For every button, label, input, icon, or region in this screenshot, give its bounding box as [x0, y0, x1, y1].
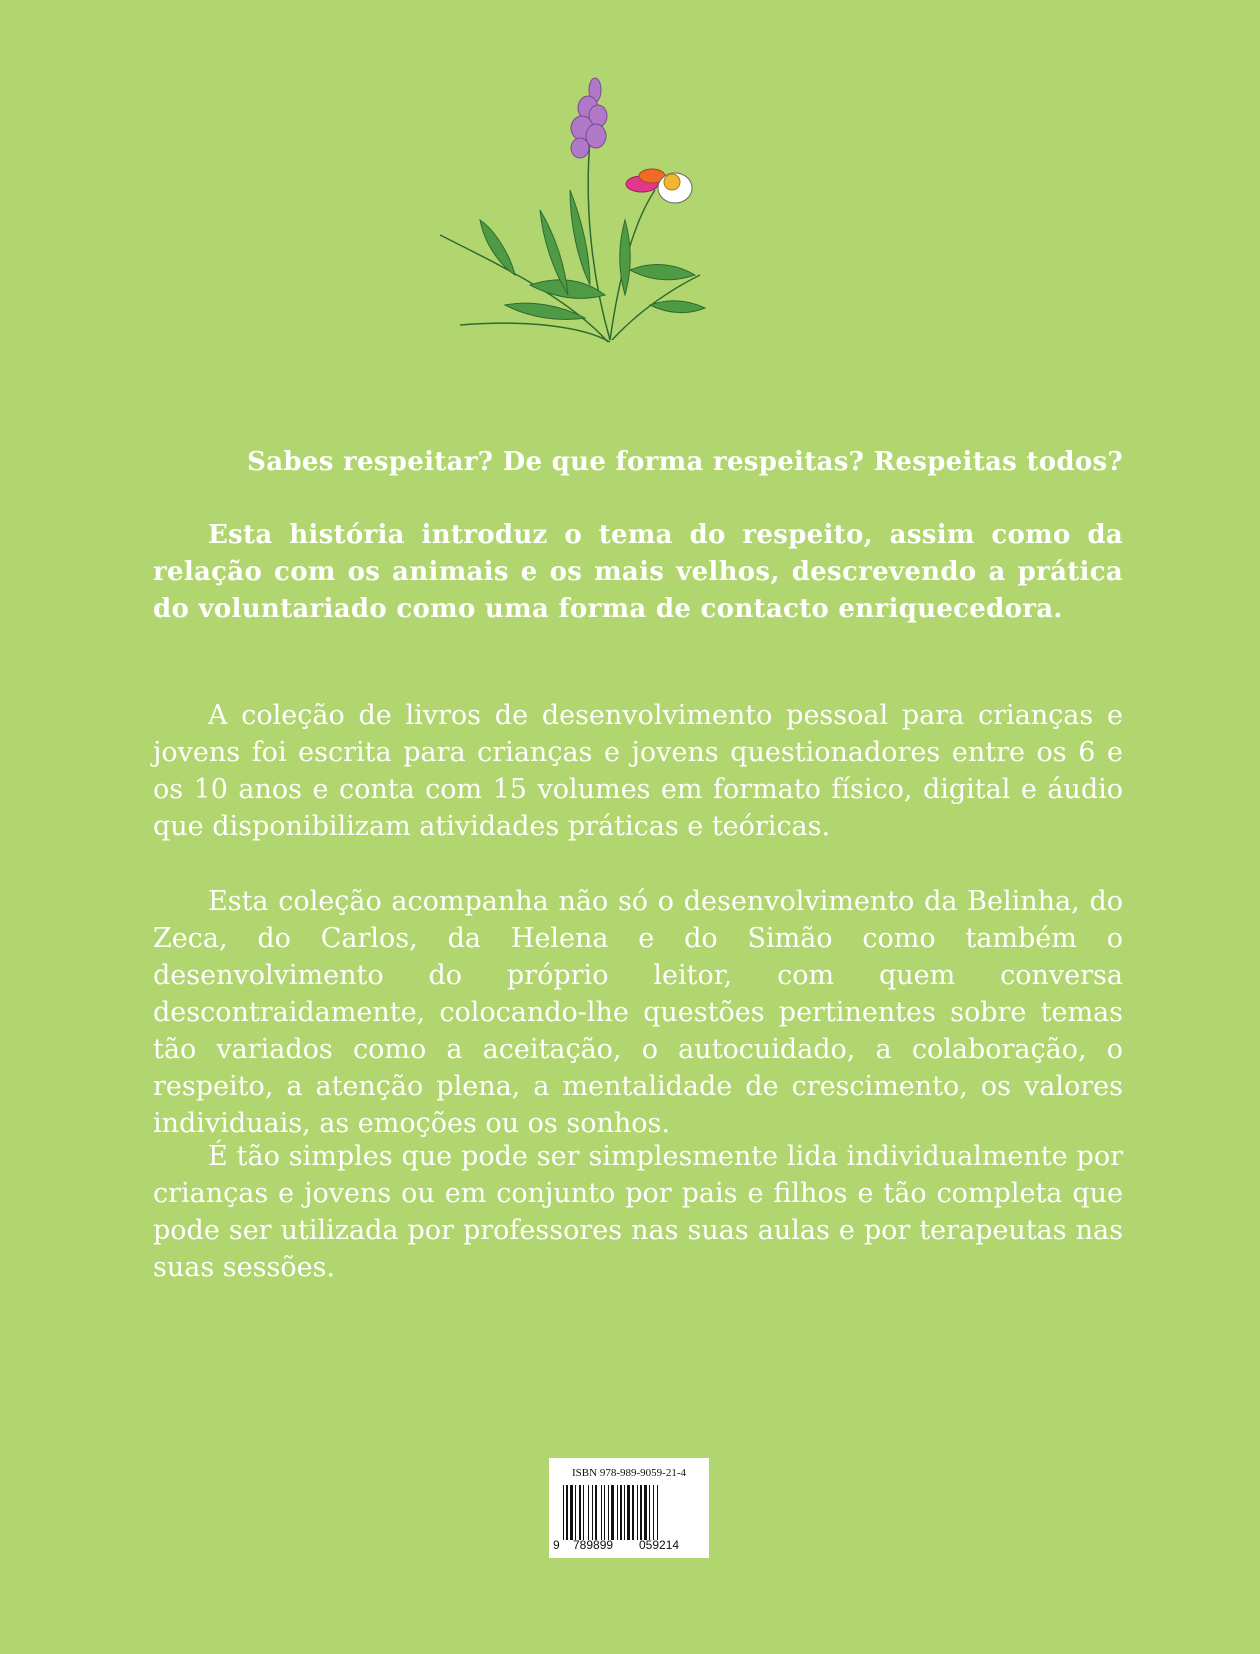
- barcode-bar: [592, 1485, 593, 1540]
- barcode-bar: [566, 1485, 568, 1540]
- barcode-bar: [632, 1485, 634, 1540]
- body-paragraph: [153, 883, 1123, 1142]
- isbn-label: ISBN 978-989-9059-21-4: [572, 1467, 686, 1479]
- paragraph-text: A coleção de livros de desenvolvimento pessoal para crianças e jovens foi escrita para crianças e jovens questionadores entre os 6 e os 10 anos e conta com 15 volumes em formato físico, digital e áudio que disponibilizam atividades práticas e teóricas.: [153, 700, 1123, 842]
- barcode-bar: [611, 1485, 614, 1540]
- barcode-bar: [604, 1485, 605, 1540]
- isbn-barcode-box: [549, 1458, 709, 1558]
- barcode-bar: [637, 1485, 638, 1540]
- barcode-bar: [563, 1485, 564, 1540]
- barcode-bar: [653, 1485, 654, 1540]
- paragraph-text: Esta coleção acompanha não só o desenvolvimento da Belinha, do Zeca, do Carlos, da Helena e do Simão como também o desenvolvimento do próprio leitor, com quem conversa descontraidamente, colocando-lhe questões pertinentes sobre temas tão variados como a aceitação, o autocuidado, a colaboração, o respeito, a atenção plena, a mentalidade de crescimento, os valores individuais, as emoções ou os sonhos.: [153, 886, 1123, 1139]
- paragraph-text: É tão simples que pode ser simplesmente lida individualmente por crianças e jovens ou em conjunto por pais e filhos e tão completa que pode ser utilizada por professores nas suas aulas e por terapeutas nas suas sessões.: [153, 1141, 1123, 1283]
- barcode-bar: [583, 1485, 584, 1540]
- body-paragraph: [153, 697, 1123, 845]
- barcode-bar: [649, 1485, 650, 1540]
- barcode-icon: [561, 1485, 698, 1540]
- barcode-bar: [617, 1485, 618, 1540]
- body-paragraph: [153, 1138, 1123, 1286]
- barcode-bar: [601, 1485, 602, 1540]
- barcode-digits-right: 059214: [639, 1538, 680, 1552]
- barcode-bar: [579, 1485, 581, 1540]
- barcode-bar: [570, 1485, 573, 1540]
- barcode-bar: [627, 1485, 630, 1540]
- question-text: Sabes respeitar? De que forma respeitas? Respeitas todos?: [247, 447, 1123, 477]
- barcode-bar: [620, 1485, 622, 1540]
- barcode-bar: [644, 1485, 647, 1540]
- barcode-digit-lead: 9: [553, 1538, 560, 1552]
- barcode-bar: [595, 1485, 597, 1540]
- intro-paragraph: [153, 517, 1123, 628]
- barcode-digits-left: 789899: [573, 1538, 614, 1552]
- intro-text: Esta história introduz o tema do respeito, assim como da relação com os animais e os mais velhos, descrevendo a prática do voluntariado como uma forma de contacto enriquecedora.: [153, 520, 1123, 624]
- flower-illustration-icon: [420, 70, 740, 370]
- question-line: [153, 444, 1123, 481]
- barcode-bar: [640, 1485, 642, 1540]
- barcode-bar: [624, 1485, 625, 1540]
- barcode-bar: [608, 1485, 609, 1540]
- barcode-bar: [575, 1485, 576, 1540]
- barcode-bar: [588, 1485, 589, 1540]
- barcode-bar: [657, 1485, 658, 1540]
